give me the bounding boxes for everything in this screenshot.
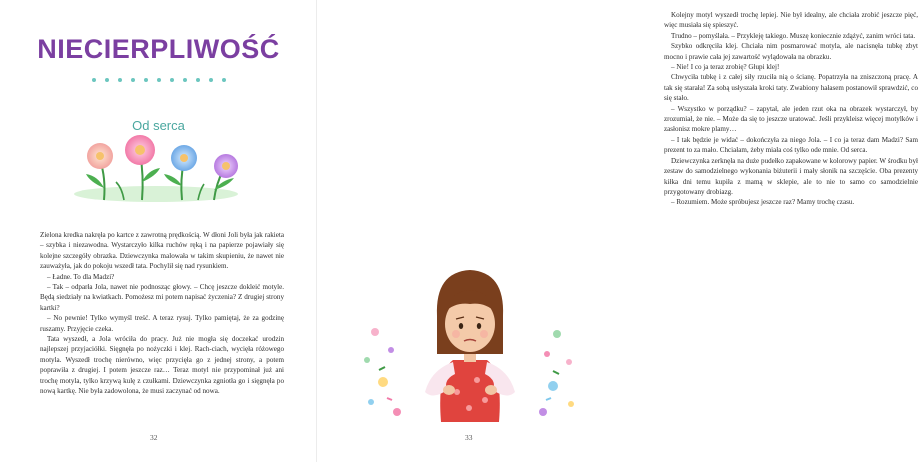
dot bbox=[105, 78, 109, 82]
paragraph: Dziewczynka zerknęła na duże pudełko zapakowane w kolorowy papier. W środku był zestaw do samodzielnego wykonania biżuterii i mały słonik na szczęście. Oba prezenty kiłka dni temu kupiła z mamą w sklepie, ale to nie to samo co samodzielnie przygotowany drobiazg. bbox=[664, 156, 918, 196]
chapter-title: NIECIERPLIWOŚĆ bbox=[37, 34, 280, 64]
girl-illustration bbox=[357, 262, 587, 427]
dot bbox=[196, 78, 200, 82]
dot bbox=[183, 78, 187, 82]
dot bbox=[131, 78, 135, 82]
left-body-text bbox=[40, 230, 284, 397]
right-body-text bbox=[664, 10, 918, 208]
left-page bbox=[0, 0, 317, 462]
paragraph: – Rozumiem. Może spróbujesz jeszcze raz? Mamy trochę czasu. bbox=[671, 198, 855, 207]
paragraph: – Wszystko w porządku? – zapytał, ale jeden rzut oka na obrazek wystarczył, by zrozumiał, że nie. – Może da się to jeszcze uratować. Jeśli przykleisz więcej motylków i zasłonisz mokre plamy… bbox=[664, 104, 918, 134]
dot bbox=[209, 78, 213, 82]
paragraph: – No pewnie! Tylko wymyśl treść. A teraz rysuj. Tylko pamiętaj, że za godzinę ruszamy. Przyjęcie czeka. bbox=[40, 314, 284, 333]
paragraph: Kolejny motyl wyszedł trochę lepiej. Nie był idealny, ale chciała zrobić jeszcze pięć, więc musiała się spieszyć. bbox=[664, 11, 918, 30]
paragraph: Zielona kredka nakręła po kartce z zawrotną prędkością. W dłoni Joli była jak rakieta – szybka i niezawodna. Wystarczyło kilka ruchów ręką i na papierze pojawiały się kolejne szczegóły obrazka. Dziewczynka malowała w takim skupieniu, że nawet nie zauważyła, jak do pokoju wszedł tata. Pochylił się nad rysunkiem. bbox=[40, 231, 284, 271]
paragraph: – I tak będzie je widać – dokończyła za niego Jola. – I co ja teraz dam Madzi? Sam prezent to za mało. Chciałam, żeby miała coś tylko ode mnie. Od serca. bbox=[664, 135, 918, 155]
dot bbox=[157, 78, 161, 82]
dot bbox=[92, 78, 96, 82]
paragraph: Tata wyszedł, a Jola wróciła do pracy. Już nie mogła się doczekać urodzin najlepszej przyjaciółki. Sięgnęła po nożyczki i klej. Rach-ciach, wycięła różowego motyla. Wyszedł trochę nierówno, więc przycięła go z jednej strony, a potem poprawiła z drugiej. I potem jeszcze raz… Teraz motyl nie przypominał już ani trochę motyla, tylko krzywą kulę z czułkami. Dziewczynka zgniotła go i sięgnęła po nową kartkę. Nie była zadowolona, że musi zaczynać od nowa. bbox=[40, 335, 284, 396]
decorative-dots bbox=[0, 78, 317, 82]
flowers-illustration bbox=[64, 138, 249, 206]
dot bbox=[170, 78, 174, 82]
dot bbox=[118, 78, 122, 82]
paragraph: Szybko odkręciła klej. Chciała nim posmarować motyla, ale nacisnęła tubkę zbyt mocno i prawie cała jej zawartość wylądowała na obrazku. bbox=[664, 42, 918, 61]
paragraph: Chwyciła tubkę i z całej siły rzuciła nią o ścianę. Popatrzyła na zniszczoną pracę. A tak się starała! Za sobą usłyszała kroki taty. Zwabiony hałasem postanowił sprawdzić, co się stało. bbox=[664, 73, 918, 103]
paragraph: – Tak – odparła Jola, nawet nie podnosząc głowy. – Chcę jeszcze dokleić motyle. Będą siedziały na kwiatkach. Pomożesz mi potem napisać życzenia? Z drugiej strony kartki? bbox=[40, 283, 284, 312]
chapter-subtitle: Od serca bbox=[132, 118, 185, 133]
dot bbox=[144, 78, 148, 82]
paragraph: – Ładne. To dla Madzi? bbox=[47, 272, 115, 281]
page-number: 32 bbox=[150, 433, 158, 442]
dot bbox=[222, 78, 226, 82]
page-number: 33 bbox=[465, 433, 473, 442]
paragraph: Trudno – pomyślała. – Przykleję takiego. Muszę koniecznie zdążyć, zanim wróci tata. bbox=[671, 31, 916, 40]
paragraph: – Nie! I co ja teraz zrobię? Głupi klej! bbox=[671, 63, 780, 72]
